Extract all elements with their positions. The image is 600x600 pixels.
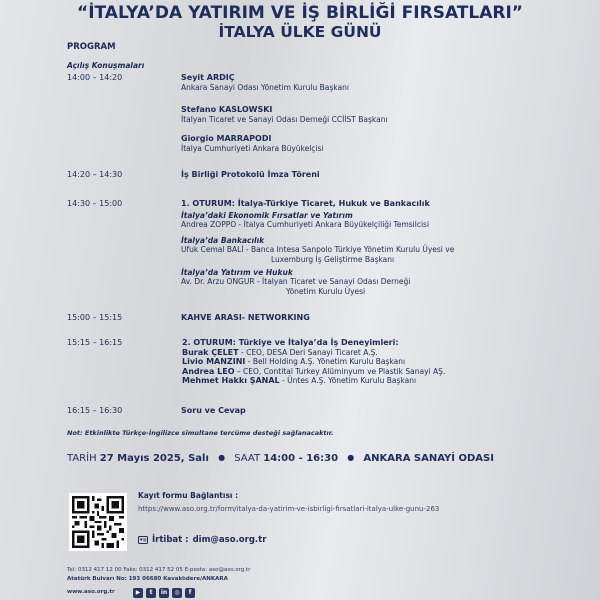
session2-speaker-4 — [171, 376, 445, 386]
youtube-icon[interactable]: ▶ — [133, 588, 143, 598]
session1-topic-2: İtalya’da Bankacılık — [181, 235, 265, 245]
contact-info — [138, 535, 266, 545]
session1-speaker-3 — [181, 277, 454, 287]
speaker-role: - Bell Holding A.Ş. Yönetim Kurulu Başkanı — [245, 357, 406, 367]
event-info — [67, 453, 494, 464]
speaker-name: Giorgio MARRAPODI — [181, 134, 272, 143]
opening-time: 14:00 – 14:20 — [67, 73, 123, 82]
contact-label: İrtibat : — [152, 535, 189, 545]
session1-topic-1: İtalya’daki Ekonomik Fırsatlar ve Yatırım — [181, 210, 353, 220]
protocol-title: İş Birliği Protokolü İmza Töreni — [181, 170, 320, 179]
speaker-name: Seyit ARDIÇ — [181, 73, 235, 82]
session1-title: 1. OTURUM: İtalya-Türkiye Ticaret, Hukuk ve Bankacılık — [181, 199, 430, 208]
bullet-icon: ● — [218, 453, 226, 462]
speaker-role: İtalyan Ticaret ve Sanayi Odası Derneği CCİİST Başkanı — [181, 114, 388, 124]
event-time: 14:00 - 16:30 — [263, 453, 339, 464]
registration-link[interactable]: https://www.aso.org.tr/form/italya-da-yatirim-ve-isbirligi-firsatlari-italya-ulke-gunu-263 — [138, 505, 440, 513]
translation-note: Not: Etkinlikte Türkçe-İngilizce simultane tercüme desteği sağlanacaktır. — [67, 429, 334, 437]
speaker-role: - Üntes A.Ş. Yönetim Kurulu Başkanı — [279, 376, 417, 386]
protocol-time: 14:20 – 14:30 — [67, 170, 123, 179]
footer-phone-line: Tel: 0312 417 12 00 Faks: 0312 417 52 05 E-posta: aso@aso.org.tr — [67, 567, 251, 573]
protocol-block — [181, 170, 320, 180]
speaker-name: Andrea ZOPPO — [181, 220, 237, 230]
event-venue: ANKARA SANAYİ ODASI — [363, 453, 494, 464]
coffee-block — [181, 313, 310, 323]
session2-speaker-1 — [171, 348, 445, 358]
session1-topic-3: İtalya’da Yatırım ve Hukuk — [181, 267, 293, 277]
date-label: TARİH — [67, 453, 97, 464]
event-date: 27 Mayıs 2025, Salı — [99, 453, 209, 464]
opening-label: Açılış Konuşmaları — [67, 61, 145, 70]
speaker-role: - Banca Intesa Sanpolo Türkiye Yönetim Kurulu Üyesi ve — [243, 245, 455, 255]
speaker-name: Ufuk Cemal BALİ — [181, 245, 244, 255]
session1-speaker-1 — [181, 220, 454, 230]
speaker-role: - İtalyan Ticaret ve Sanayi Odası Derneği — [254, 277, 411, 287]
session1-time: 14:30 – 15:00 — [67, 199, 123, 208]
speaker-role-cont: Luxemburg İş Geliştirme Başkanı — [271, 254, 395, 264]
speaker-role: - CEO, DESA Deri Sanayi Ticaret A.Ş. — [238, 347, 378, 357]
speaker-role: - İtalya Cumhuriyeti Ankara Büyükelçiliği Temsilcisi — [236, 220, 430, 230]
session2-speaker-3 — [171, 367, 445, 377]
qa-title: Soru ve Cevap — [181, 406, 246, 415]
speaker-name: Andrea LEO — [182, 366, 235, 376]
session2-block — [171, 338, 445, 386]
opening-speaker-1 — [181, 73, 349, 92]
facebook-icon[interactable]: f — [185, 588, 195, 598]
qr-code-icon[interactable] — [69, 493, 127, 551]
speaker-name: Mehmet Hakkı ŞANAL — [182, 376, 280, 386]
session2-title: 2. OTURUM: Türkiye ve İtalya’da İş Deneyimleri: — [182, 338, 399, 347]
speaker-name: Livio MANZINI — [182, 357, 246, 367]
twitter-icon[interactable]: t — [146, 588, 156, 598]
session1-block — [181, 199, 454, 296]
bullet-icon: ● — [347, 453, 355, 462]
qa-time: 16:15 – 16:30 — [67, 406, 123, 415]
speaker-name: Stefano KASLOWSKI — [181, 105, 273, 114]
time-label: SAAT — [234, 453, 261, 464]
instagram-icon[interactable]: ◎ — [172, 588, 182, 598]
registration-title: Kayıt formu Bağlantısı : — [138, 491, 239, 500]
speaker-role: – CEO, Contital Turkey Alüminyum ve Plastik Sanayi AŞ. — [234, 366, 446, 376]
linkedin-icon[interactable]: in — [160, 589, 168, 596]
coffee-time: 15:00 – 15:15 — [67, 313, 123, 322]
speaker-role: Ankara Sanayi Odası Yönetim Kurulu Başkanı — [181, 82, 349, 92]
session2-time: 15:15 – 16:15 — [67, 338, 123, 347]
speaker-role-cont: Yönetim Kurulu Üyesi — [286, 286, 366, 296]
title-line-2: İTALYA ÜLKE GÜNÜ — [218, 23, 382, 41]
opening-speaker-3 — [181, 134, 324, 153]
speaker-name: Av. Dr. Arzu ONGUR — [181, 277, 255, 287]
social-links — [133, 588, 195, 598]
session2-speaker-2 — [171, 357, 445, 367]
footer-address: Atatürk Bulvarı No: 193 06680 Kavaklıdere/ANKARA — [67, 576, 228, 582]
session1-speaker-2 — [181, 245, 454, 255]
speaker-name: Burak ÇELET — [182, 347, 239, 357]
speaker-role: İtalya Cumhuriyeti Ankara Büyükelçisi — [181, 143, 324, 153]
contact-email[interactable]: dim@aso.org.tr — [192, 535, 267, 545]
contact-card-icon — [138, 535, 148, 545]
program-label: PROGRAM — [67, 42, 116, 52]
footer-website[interactable]: www.aso.org.tr — [67, 589, 115, 595]
page-title — [0, 4, 600, 42]
opening-speaker-2 — [181, 105, 388, 124]
qa-block — [181, 406, 246, 416]
coffee-title: KAHVE ARASI- NETWORKING — [181, 313, 310, 322]
title-line-1: “İTALYA’DA YATIRIM VE İŞ BİRLİĞİ FIRSATLARI” — [77, 3, 523, 23]
